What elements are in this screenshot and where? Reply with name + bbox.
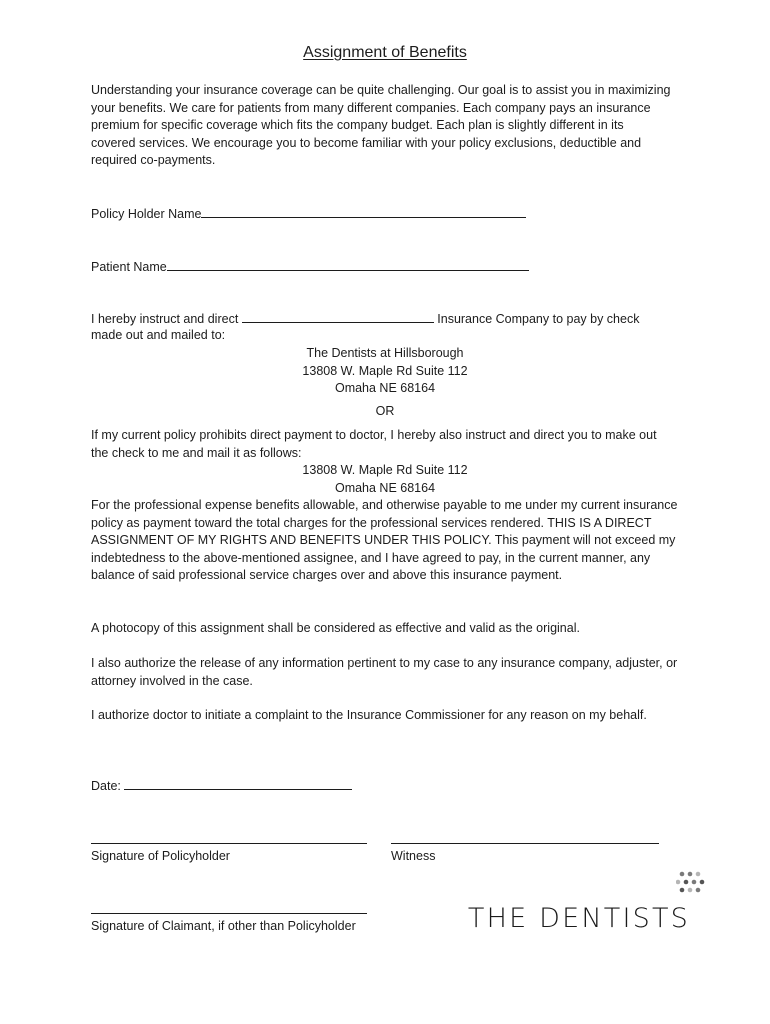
policy-holder-blank[interactable] bbox=[201, 205, 526, 218]
complaint-paragraph: I authorize doctor to initiate a complaint to the Insurance Commissioner for any reason on my behalf. bbox=[91, 708, 647, 722]
instruction-line-2: made out and mailed to: bbox=[91, 328, 226, 342]
witness-signature-label: Witness bbox=[391, 849, 436, 863]
witness-signature-line[interactable] bbox=[391, 843, 659, 844]
address1-name: The Dentists at Hillsborough bbox=[306, 346, 464, 360]
document-title: Assignment of Benefits bbox=[303, 44, 467, 61]
or-separator: OR bbox=[375, 404, 395, 418]
instruction-prefix: I hereby instruct and direct bbox=[91, 312, 239, 326]
logo-dots-icon bbox=[676, 870, 706, 900]
policyholder-signature-label: Signature of Policyholder bbox=[91, 849, 230, 863]
address2-city: Omaha NE 68164 bbox=[334, 481, 436, 495]
claimant-signature-line[interactable] bbox=[91, 913, 367, 914]
patient-name-label: Patient Name bbox=[91, 260, 167, 274]
instruction-line bbox=[91, 310, 639, 329]
policy-holder-field bbox=[91, 205, 526, 224]
address1-city: Omaha NE 68164 bbox=[334, 381, 436, 395]
instruction-suffix: Insurance Company to pay by check bbox=[437, 312, 640, 326]
policy-holder-label: Policy Holder Name bbox=[91, 207, 202, 221]
date-label: Date: bbox=[91, 779, 121, 793]
address1-street: 13808 W. Maple Rd Suite 112 bbox=[302, 364, 468, 378]
patient-name-field bbox=[91, 258, 529, 277]
address2-street: 13808 W. Maple Rd Suite 112 bbox=[302, 463, 468, 477]
date-blank[interactable] bbox=[124, 777, 352, 790]
alternate-paragraph: If my current policy prohibits direct payment to doctor, I hereby also instruct and direct you to make out the check to me and mail it as follows: bbox=[91, 428, 657, 460]
claimant-signature-label: Signature of Claimant, if other than Policyholder bbox=[91, 919, 356, 933]
date-field bbox=[91, 777, 352, 796]
photocopy-paragraph: A photocopy of this assignment shall be considered as effective and valid as the original. bbox=[91, 621, 580, 635]
policyholder-signature-line[interactable] bbox=[91, 843, 367, 844]
insurance-company-blank[interactable] bbox=[242, 310, 434, 323]
benefits-paragraph: For the professional expense benefits allowable, and otherwise payable to me under my current insurance policy as payment toward the total charges for the professional services rendered. THIS IS A DIRECT ASSIGNMENT OF MY RIGHTS AND BENEFITS UNDER THIS POLICY. This payment will not exceed my indebtedness to the above-mentioned assignee, and I have agreed to pay, in the current manner, any balance of said professional service charges over and above this insurance payment. bbox=[91, 498, 678, 583]
intro-paragraph: Understanding your insurance coverage can be quite challenging. Our goal is to assist you in maximizing your benefits. We care for patients from many different companies. Each company pays an insurance premium for specific coverage which fits the company budget. Each plan is slightly different in its covered services. We encourage you to become familiar with your policy exclusions, deductible and required co-payments. bbox=[91, 83, 671, 168]
logo-wordmark: THE DENTISTS bbox=[467, 903, 690, 934]
patient-name-blank[interactable] bbox=[167, 258, 529, 271]
release-paragraph: I also authorize the release of any information pertinent to my case to any insurance company, adjuster, or attorney involved in the case. bbox=[91, 656, 678, 688]
